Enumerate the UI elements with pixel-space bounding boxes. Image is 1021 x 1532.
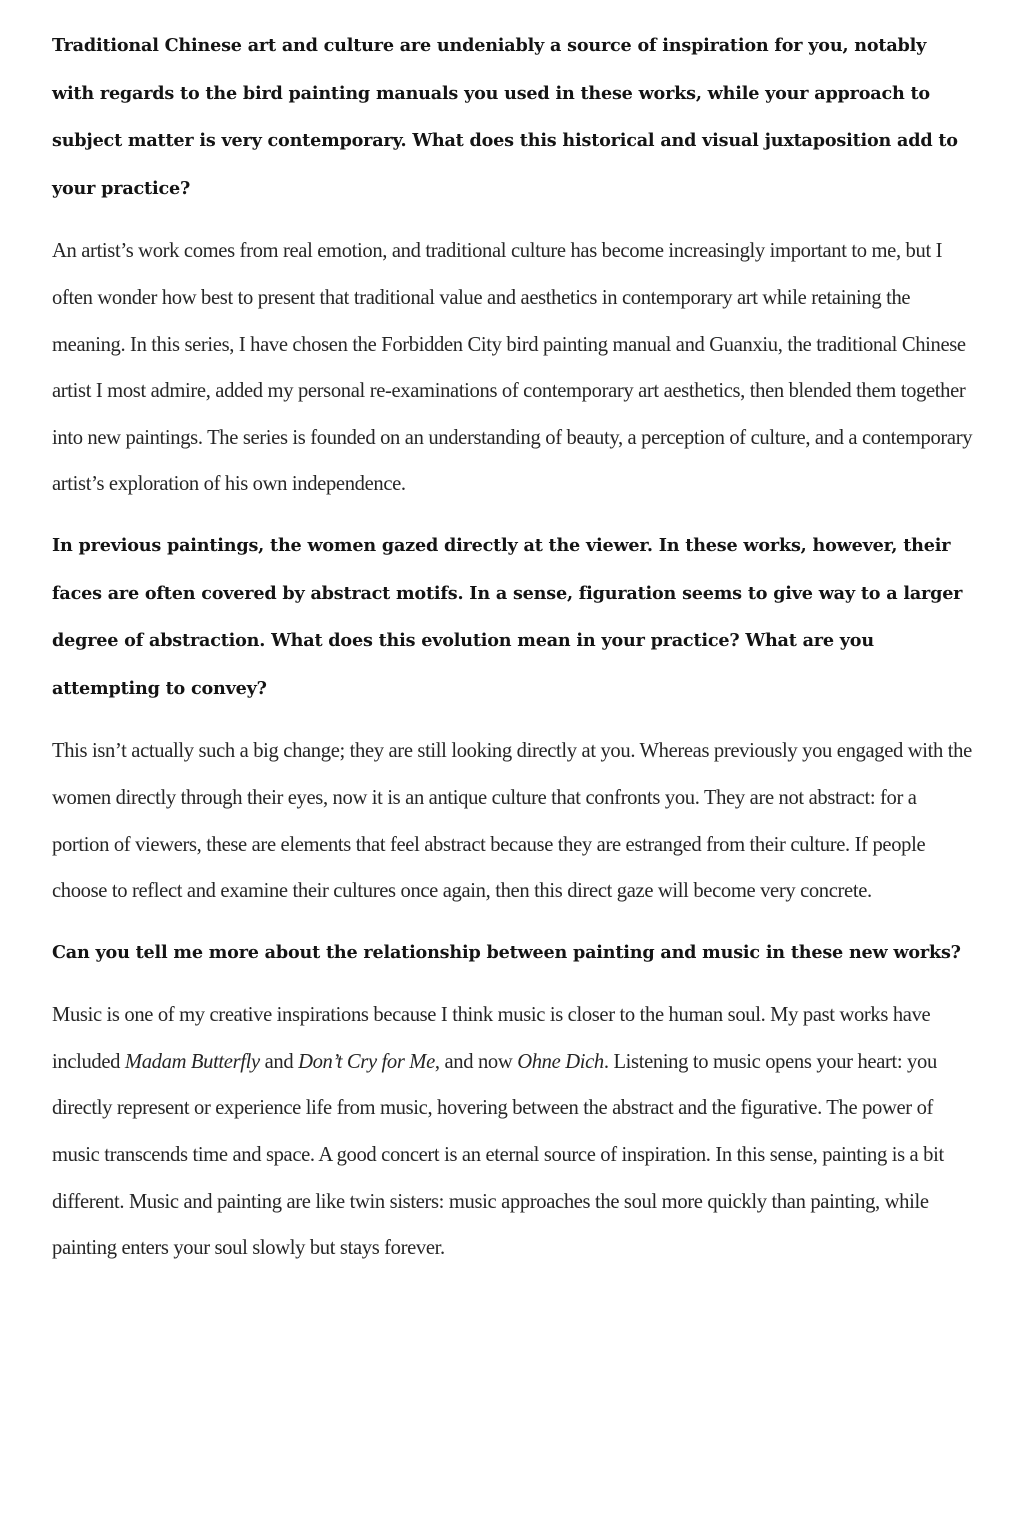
question-2: In previous paintings, the women gazed directly at the viewer. In these works, however, their faces are often covered by abstract motifs. In a sense, figuration seems to give way to a larger degree of abstraction. What does this evolution mean in your practice? What are you attempting to convey? bbox=[52, 534, 963, 699]
work-title-madam-butterfly: Madam Butterfly bbox=[124, 1050, 260, 1073]
answer-3-text: Music is one of my creative inspirations because I think music is closer to the human soul. My past works have included bbox=[52, 1004, 931, 1073]
answer-3-text: . Listening to music opens your heart: you directly represent or experience life from music, hovering between the abstract and the figurative. The power of music transcends time and space. A good concert is an eternal source of inspiration. In this sense, painting is a bit different. Music and painting are like twin sisters: music approaches the soul more quickly than painting, while painting enters your soul slowly but stays forever. bbox=[52, 1050, 944, 1260]
work-title-ohne-dich: Ohne Dich bbox=[517, 1050, 604, 1073]
work-title-dont-cry-for-me: Don’t Cry for Me bbox=[298, 1050, 435, 1073]
answer-3-text: and bbox=[259, 1050, 299, 1073]
answer-2: This isn’t actually such a big change; they are still looking directly at you. Whereas previously you engaged with the women directly through their eyes, now it is an antique culture that confronts you. They are not abstract: for a portion of viewers, these are elements that feel abstract because they are estranged from their culture. If people choose to reflect and examine their cultures once again, then this direct gaze will become very concrete. bbox=[52, 740, 972, 903]
question-1: Traditional Chinese art and culture are undeniably a source of inspiration for you, notably with regards to the bird painting manuals you used in these works, while your approach to subject matter is very contemporary. What does this historical and visual juxtaposition add to your practice? bbox=[52, 35, 958, 199]
answer-1: An artist’s work comes from real emotion, and traditional culture has become increasingly important to me, but I often wonder how best to present that traditional value and aesthetics in contemporary art while retaining the meaning. In this series, I have chosen the Forbidden City bird painting manual and Guanxiu, the traditional Chinese artist I most admire, added my personal re-examinations of contemporary art aesthetics, then blended them together into new paintings. The series is founded on an understanding of beauty, a perception of culture, and a contemporary artist’s exploration of his own independence. bbox=[52, 240, 973, 496]
answer-3-text: , and now bbox=[434, 1050, 518, 1073]
answer-3 bbox=[52, 992, 974, 1272]
question-3: Can you tell me more about the relationship between painting and music in these new works? bbox=[52, 941, 961, 963]
interview-article bbox=[52, 22, 974, 1272]
